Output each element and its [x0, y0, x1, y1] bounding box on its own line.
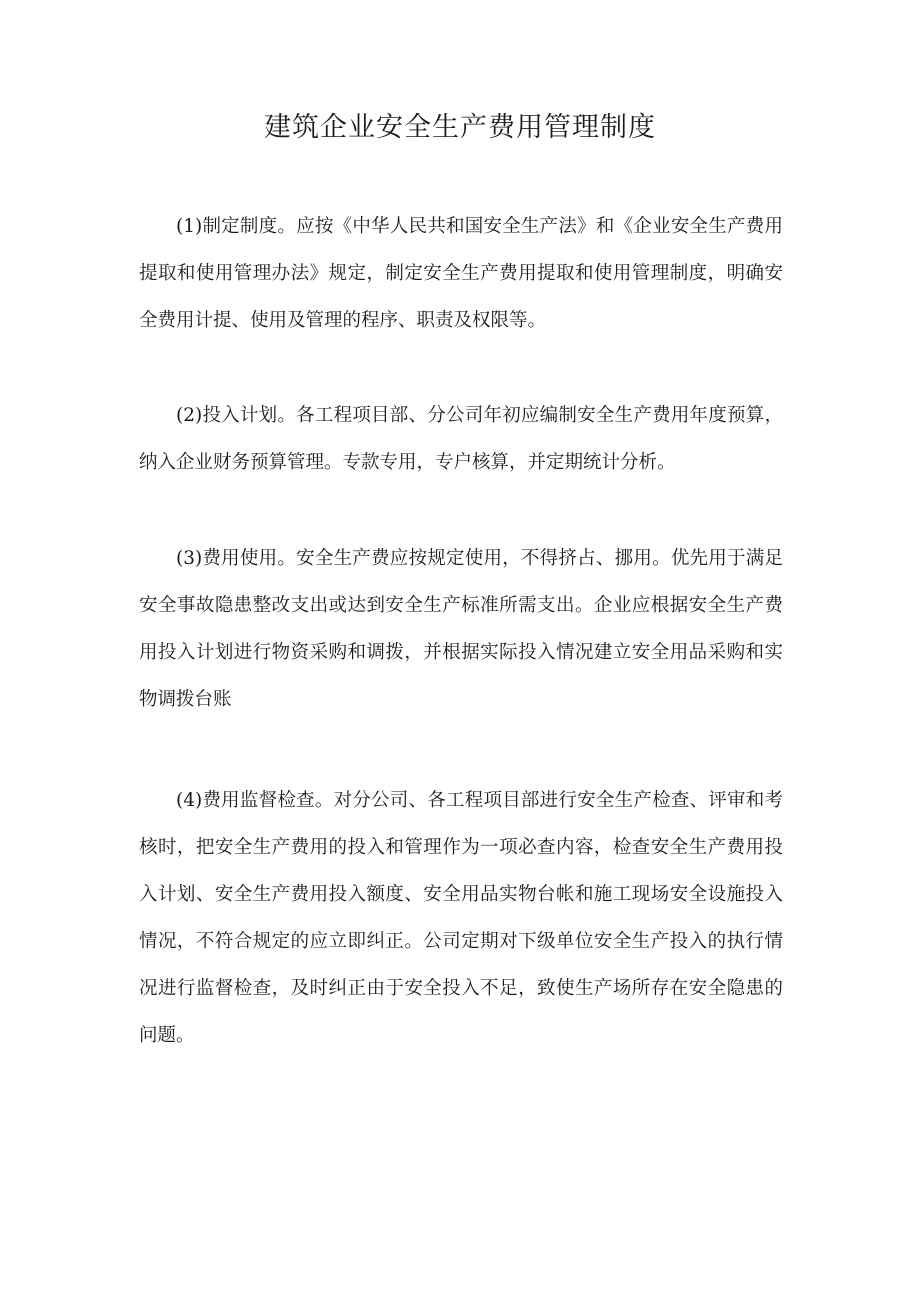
paragraph-investment-plan	[139, 392, 783, 486]
paragraph-supervision-inspection	[139, 777, 783, 1059]
paragraph-formulate-system	[139, 203, 783, 344]
paragraph-text: (4)费用监督检查。对分公司、各工程项目部进行安全生产检查、评审和考核时，把安全生产费用的投入和管理作为一项必查内容，检查安全生产费用投入计划、安全生产费用投入额度、安全用品实物台帐和施工现场安全设施投入情况，不符合规定的应立即纠正。公司定期对下级单位安全生产投入的执行情况进行监督检查，及时纠正由于安全投入不足，致使生产场所存在安全隐患的问题。	[139, 790, 783, 1046]
paragraph-text: (2)投入计划。各工程项目部、分公司年初应编制安全生产费用年度预算，纳入企业财务预算管理。专款专用，专户核算，并定期统计分析。	[139, 405, 783, 473]
paragraph-text: (3)费用使用。安全生产费应按规定使用，不得挤占、挪用。优先用于满足安全事故隐患整改支出或达到安全生产标准所需支出。企业应根据安全生产费用投入计划进行物资采购和调拨，并根据实际投入情况建立安全用品采购和实物调拨台账	[139, 548, 783, 710]
paragraph-cost-usage	[139, 535, 783, 723]
document-title: 建筑企业安全生产费用管理制度	[264, 112, 656, 143]
paragraph-text: (1)制定制度。应按《中华人民共和国安全生产法》和《企业安全生产费用提取和使用管理办法》规定，制定安全生产费用提取和使用管理制度，明确安全费用计提、使用及管理的程序、职责及权限等。	[139, 216, 783, 331]
